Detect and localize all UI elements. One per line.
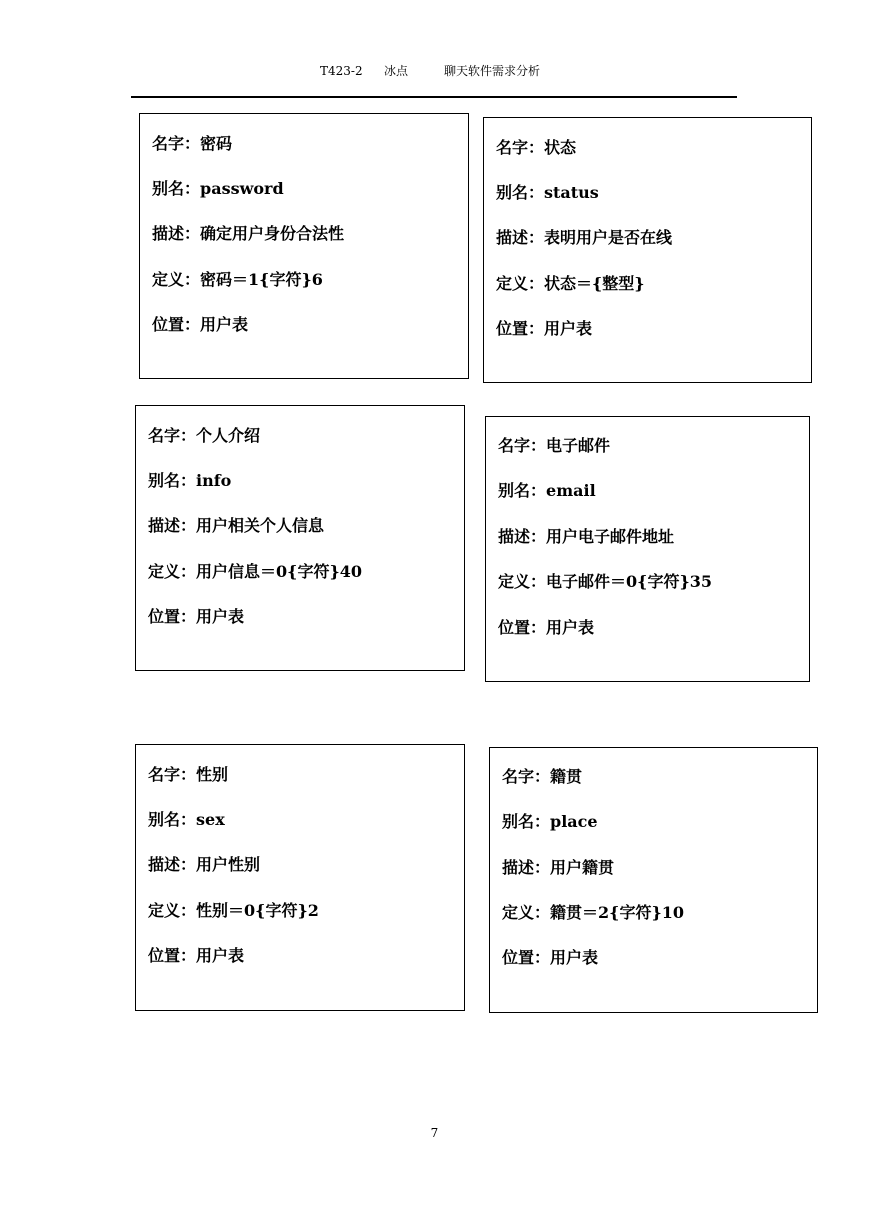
card-location-line: 位置：用户表 <box>148 607 245 626</box>
card-definition-line: 定义：状态＝{整型} <box>496 274 645 293</box>
data-dictionary-card-place <box>489 747 818 1013</box>
header-doc-title: 聊天软件需求分析 <box>444 64 541 78</box>
card-name-line: 名字：籍贯 <box>502 767 583 786</box>
page-number: 7 <box>430 1126 439 1140</box>
card-location-line: 位置：用户表 <box>148 946 245 965</box>
data-dictionary-card-password <box>139 113 469 379</box>
card-alias-line: 别名：place <box>502 812 598 831</box>
card-name-line: 名字：性别 <box>148 765 229 784</box>
data-dictionary-card-email <box>485 416 810 682</box>
card-alias-line: 别名：email <box>498 481 596 500</box>
card-location-line: 位置：用户表 <box>152 315 249 334</box>
header-rule <box>131 96 737 98</box>
card-name-line: 名字：个人介绍 <box>148 426 261 445</box>
card-definition-line: 定义：性别＝0{字符}2 <box>148 901 319 920</box>
card-desc-line: 描述：用户籍贯 <box>502 858 615 877</box>
header-team: 冰点 <box>384 64 409 78</box>
card-alias-line: 别名：sex <box>148 810 225 829</box>
header-doc-code: T423-2 <box>320 64 363 78</box>
card-desc-line: 描述：用户性别 <box>148 855 261 874</box>
card-desc-line: 描述：确定用户身份合法性 <box>152 224 345 243</box>
data-dictionary-card-status <box>483 117 812 383</box>
card-location-line: 位置：用户表 <box>498 618 595 637</box>
card-desc-line: 描述：表明用户是否在线 <box>496 228 673 247</box>
card-name-line: 名字：电子邮件 <box>498 436 611 455</box>
card-definition-line: 定义：籍贯＝2{字符}10 <box>502 903 684 922</box>
data-dictionary-card-info <box>135 405 465 671</box>
card-alias-line: 别名：info <box>148 471 232 490</box>
card-desc-line: 描述：用户相关个人信息 <box>148 516 325 535</box>
page-header <box>0 62 869 80</box>
card-definition-line: 定义：用户信息＝0{字符}40 <box>148 562 362 581</box>
data-dictionary-card-sex <box>135 744 465 1011</box>
card-desc-line: 描述：用户电子邮件地址 <box>498 527 675 546</box>
card-alias-line: 别名：password <box>152 179 284 198</box>
card-name-line: 名字：状态 <box>496 138 577 157</box>
card-alias-line: 别名：status <box>496 183 599 202</box>
card-definition-line: 定义：电子邮件＝0{字符}35 <box>498 572 712 591</box>
card-location-line: 位置：用户表 <box>502 948 599 967</box>
card-name-line: 名字：密码 <box>152 134 233 153</box>
card-definition-line: 定义：密码＝1{字符}6 <box>152 270 323 289</box>
card-location-line: 位置：用户表 <box>496 319 593 338</box>
